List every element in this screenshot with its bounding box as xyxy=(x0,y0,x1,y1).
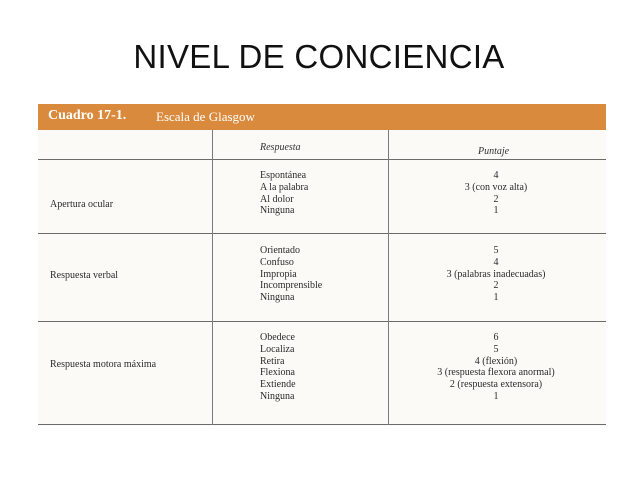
response-item: Espontánea xyxy=(260,170,307,181)
score-item: 1 xyxy=(493,205,499,217)
rule-header xyxy=(38,159,606,160)
header-puntaje: Puntaje xyxy=(478,146,510,157)
scores-respuesta-verbal xyxy=(396,245,596,304)
rule-row-2 xyxy=(38,321,606,322)
response-item: Al dolor xyxy=(260,193,294,205)
score-item: 4 xyxy=(493,256,499,268)
rule-bottom xyxy=(38,424,606,425)
score-item: 1 xyxy=(493,292,499,304)
response-item: Flexiona xyxy=(260,367,295,379)
score-item: 2 xyxy=(493,280,499,292)
table-caption-title: Escala de Glasgow xyxy=(156,109,255,124)
score-item: 4 (flexión) xyxy=(474,355,518,367)
responses-respuesta-motora xyxy=(260,332,296,403)
response-item: Ninguna xyxy=(260,205,295,217)
response-item: Impropia xyxy=(260,268,297,280)
responses-apertura-ocular xyxy=(260,170,308,217)
row-category-respuesta-motora: Respuesta motora máxima xyxy=(50,359,157,370)
response-item: Ninguna xyxy=(260,390,295,402)
response-item: Incomprensible xyxy=(260,280,323,292)
row-category-apertura-ocular: Apertura ocular xyxy=(50,199,114,210)
score-item: 5 xyxy=(493,343,499,355)
score-item: 4 xyxy=(493,170,499,181)
score-item: 3 (respuesta flexora anormal) xyxy=(437,367,555,379)
score-item: 3 (con voz alta) xyxy=(464,181,528,193)
score-item: 1 xyxy=(493,390,499,402)
slide-title: NIVEL DE CONCIENCIA xyxy=(133,38,505,75)
score-item: 2 xyxy=(493,193,499,205)
response-item: Confuso xyxy=(260,256,294,268)
scores-respuesta-motora xyxy=(396,332,596,403)
response-item: Retira xyxy=(260,355,285,367)
column-divider-2 xyxy=(388,130,389,425)
score-item: 2 (respuesta extensora) xyxy=(449,379,543,391)
score-item: 3 (palabras inadecuadas) xyxy=(446,268,546,280)
column-divider-1 xyxy=(212,130,213,425)
response-item: Ninguna xyxy=(260,292,295,304)
rule-row-1 xyxy=(38,233,606,234)
response-item: Localiza xyxy=(260,343,295,355)
response-item: Obedece xyxy=(260,332,295,343)
scores-apertura-ocular xyxy=(396,170,596,217)
score-item: 6 xyxy=(493,332,499,343)
table-caption-bar xyxy=(38,104,606,130)
glasgow-scale-table xyxy=(38,104,606,426)
response-item: Extiende xyxy=(260,379,296,391)
row-category-respuesta-verbal: Respuesta verbal xyxy=(50,270,119,281)
header-respuesta: Respuesta xyxy=(260,142,301,153)
response-item: A la palabra xyxy=(260,181,309,193)
responses-respuesta-verbal xyxy=(260,245,322,304)
response-item: Orientado xyxy=(260,245,300,256)
score-item: 5 xyxy=(493,245,499,256)
table-caption-number: Cuadro 17-1. xyxy=(48,108,127,123)
